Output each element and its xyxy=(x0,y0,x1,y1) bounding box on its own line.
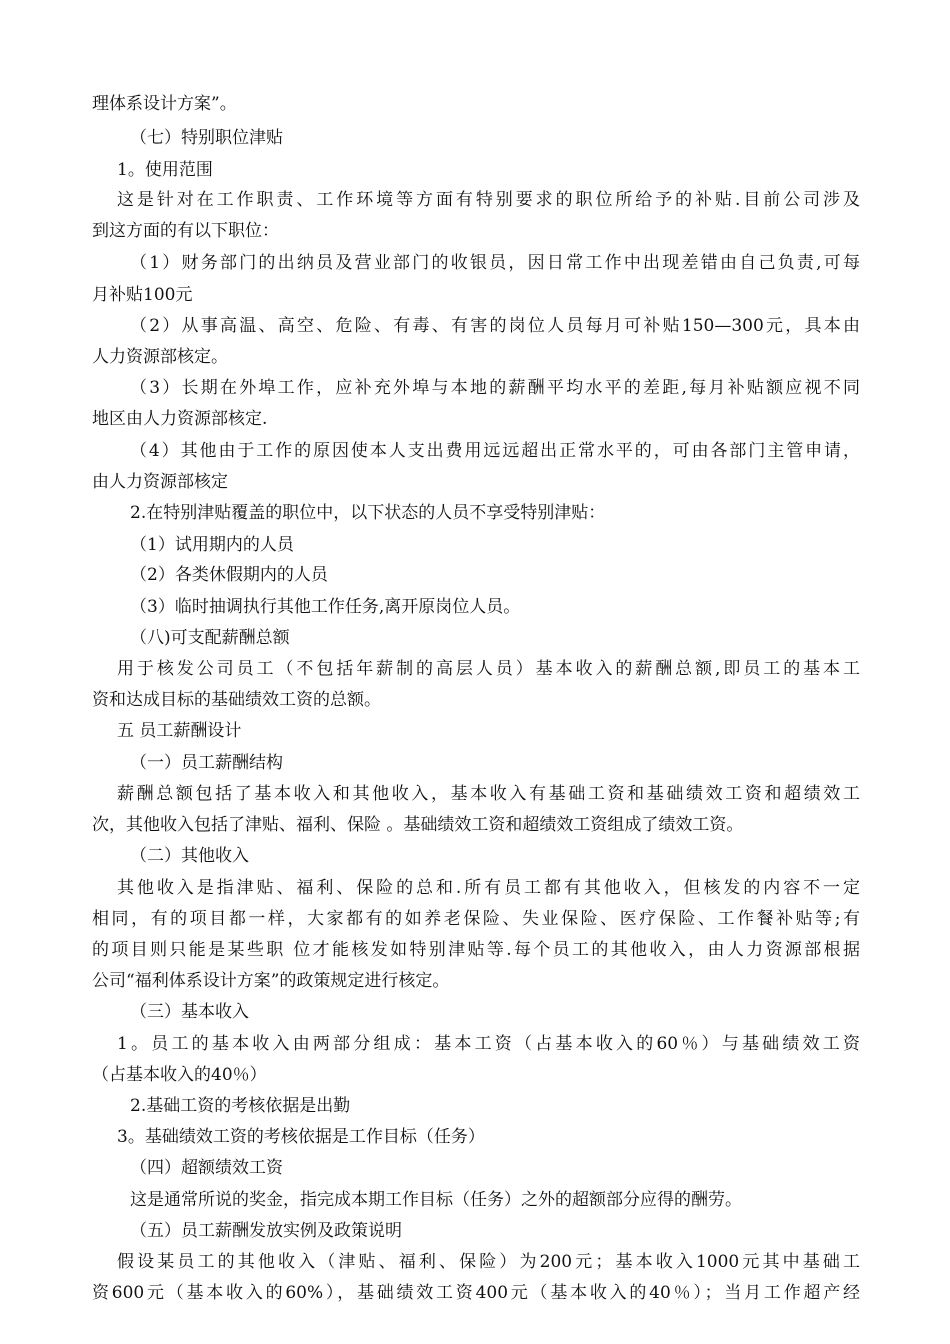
section-heading: （八)可支配薪酬总额 xyxy=(130,628,290,648)
section-heading: （五）员工薪酬发放实例及政策说明 xyxy=(130,1221,402,1241)
text-line: （1）财务部门的出纳员及营业部门的收银员，因日常工作中出现差错由自己负责,可每 xyxy=(130,253,860,273)
text-line: 的项目则只能是某些职 位才能核发如特别津贴等.每个员工的其他收入，由人力资源部根据 xyxy=(92,940,860,960)
chapter-heading: 五 员工薪酬设计 xyxy=(117,721,242,741)
text-line: （4）其他由于工作的原因使本人支出费用远远超出正常水平的，可由各部门主管申请， xyxy=(130,441,860,461)
text-line: 2.在特别津贴覆盖的职位中，以下状态的人员不享受特别津贴： xyxy=(130,503,606,523)
text-line: （2）各类休假期内的人员 xyxy=(130,565,328,585)
text-line: 这是通常所说的奖金，指完成本期工作目标（任务）之外的超额部分应得的酬劳。 xyxy=(130,1190,742,1210)
text-line: 相同，有的项目都一样，大家都有的如养老保险、失业保险、医疗保险、工作餐补贴等;有 xyxy=(92,909,860,929)
text-line: （2）从事高温、高空、危险、有毒、有害的岗位人员每月可补贴150—300元，具本由 xyxy=(130,316,860,336)
text-line: 理体系设计方案”。 xyxy=(92,94,237,114)
text-line: 假设某员工的其他收入（津贴、福利、保险）为200元；基本收入1000元其中基础工 xyxy=(117,1252,860,1272)
text-line: 1。使用范围 xyxy=(117,160,213,180)
text-line: 资和达成目标的基础绩效工资的总额。 xyxy=(92,690,381,710)
text-line: 到这方面的有以下职位： xyxy=(92,221,279,241)
text-line: 月补贴100元 xyxy=(92,285,193,305)
text-line: 3。基础绩效工资的考核依据是工作目标（任务） xyxy=(117,1127,485,1147)
section-heading: （三）基本收入 xyxy=(130,1002,249,1022)
text-line: 其他收入是指津贴、福利、保险的总和.所有员工都有其他收入，但核发的内容不一定 xyxy=(117,878,860,898)
text-line: （1）试用期内的人员 xyxy=(130,535,294,555)
text-line: （3）临时抽调执行其他工作任务,离开原岗位人员。 xyxy=(130,597,521,617)
text-line: 1。员工的基本收入由两部分组成：基本工资（占基本收入的60％）与基础绩效工资 xyxy=(117,1034,860,1054)
text-line: 2.基础工资的考核依据是出勤 xyxy=(130,1096,351,1116)
text-line: 薪酬总额包括了基本收入和其他收入，基本收入有基础工资和基础绩效工资和超绩效工 xyxy=(117,784,860,804)
text-line: 地区由人力资源部核定. xyxy=(92,409,268,429)
section-heading: （七）特别职位津贴 xyxy=(130,128,283,148)
text-line: 用于核发公司员工（不包括年薪制的高层人员）基本收入的薪酬总额,即员工的基本工 xyxy=(117,659,860,679)
text-line: （3）长期在外埠工作，应补充外埠与本地的薪酬平均水平的差距,每月补贴额应视不同 xyxy=(130,378,860,398)
text-line: 公司“福利体系设计方案”的政策规定进行核定。 xyxy=(92,971,450,991)
text-line: 资600元（基本收入的60%），基础绩效工资400元（基本收入的40％）；当月工作超产经 xyxy=(92,1283,860,1303)
section-heading: （二）其他收入 xyxy=(130,846,249,866)
text-line: （占基本收入的40％） xyxy=(92,1065,267,1085)
text-line: 人力资源部核定。 xyxy=(92,347,228,367)
text-line: 次，其他收入包括了津贴、福利、保险 。基础绩效工资和超绩效工资组成了绩效工资。 xyxy=(92,815,744,835)
text-line: 由人力资源部核定 xyxy=(92,472,228,492)
section-heading: （一）员工薪酬结构 xyxy=(130,753,283,773)
section-heading: （四）超额绩效工资 xyxy=(130,1158,283,1178)
text-line: 这是针对在工作职责、工作环境等方面有特别要求的职位所给予的补贴.目前公司涉及 xyxy=(117,190,860,210)
